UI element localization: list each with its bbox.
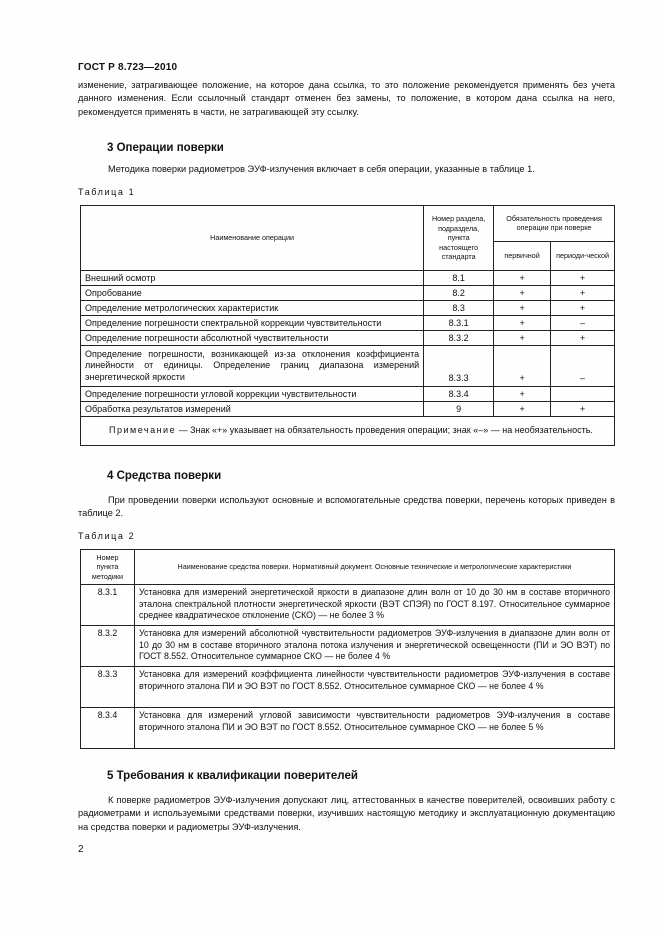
periodic-mark: + [551, 286, 615, 301]
operation-name: Определение погрешности абсолютной чувствительности [81, 331, 424, 346]
verification-means-table [80, 549, 615, 749]
table-note [81, 417, 615, 446]
operation-name: Определение погрешности, возникающей из-за отклонения коэффициента линейности от единицы. Определение границ диапазона измерений энергетической яркости [81, 346, 424, 387]
col-header-operation: Наименование операции [81, 206, 424, 271]
operation-name: Определение метрологических характеристик [81, 301, 424, 316]
method-item-number: 8.3.2 [81, 626, 135, 667]
periodic-mark: + [551, 402, 615, 417]
table-row [81, 387, 615, 402]
means-description: Установка для измерений абсолютной чувствительности радиометров ЭУФ-излучения в диапазоне длин волн от 10 до 30 нм в составе вторичного эталона потока излучения и энергетической освещенности (ПИ и ЭО ВЭТ) по ГОСТ 8.552. Относительное суммарное СКО — не более 4 % [134, 626, 614, 667]
col-header-obligation: Обязательность проведения операции при поверке [494, 206, 615, 242]
periodic-mark: – [551, 346, 615, 387]
operation-name: Внешний осмотр [81, 271, 424, 286]
operation-name: Определение погрешности спектральной коррекции чувствительности [81, 316, 424, 331]
table-row [81, 346, 615, 387]
means-description: Установка для измерений угловой зависимости чувствительности радиометров ЭУФ-излучения в составе вторичного эталона ПИ и ЭО ВЭТ по ГОСТ 8.552. Относительное суммарное СКО — не более 5 % [134, 708, 614, 749]
primary-mark: + [494, 301, 551, 316]
section-4-text: При проведении поверки используют основные и вспомогательные средства поверки, перечень которых приведен в таблице 2. [78, 495, 615, 519]
periodic-mark: + [551, 331, 615, 346]
note-label: Примечание [109, 425, 177, 436]
note-text: — Знак «+» указывает на обязательность проведения операции; знак «–» — на необязательность. [176, 425, 593, 436]
method-item-number: 8.3.4 [81, 708, 135, 749]
table-row [81, 667, 615, 708]
table-header-row [81, 550, 615, 585]
section-number: 8.3 [424, 301, 494, 316]
operation-name: Опробование [81, 286, 424, 301]
section-number: 9 [424, 402, 494, 417]
section-number: 8.3.1 [424, 316, 494, 331]
operation-name: Определение погрешности угловой коррекции чувствительности [81, 387, 424, 402]
periodic-mark: + [551, 301, 615, 316]
table-row [81, 331, 615, 346]
section-3-title: 3 Операции поверки [107, 142, 224, 154]
table-note-row [81, 417, 615, 446]
table-row [81, 708, 615, 749]
table-2-label: Таблица 2 [78, 531, 136, 541]
primary-mark: + [494, 387, 551, 402]
table-1-label: Таблица 1 [78, 187, 136, 197]
section-4-title: 4 Средства поверки [107, 470, 222, 482]
table-row [81, 271, 615, 286]
table-row [81, 402, 615, 417]
col-header-primary: первичной [494, 241, 551, 270]
document-header: ГОСТ Р 8.723—2010 [78, 62, 178, 73]
section-number: 8.3.2 [424, 331, 494, 346]
primary-mark: + [494, 286, 551, 301]
table-row [81, 626, 615, 667]
col-header-periodic: периоди-ческой [551, 241, 615, 270]
page-number: 2 [78, 844, 84, 855]
periodic-mark: + [551, 271, 615, 286]
table-row [81, 585, 615, 626]
section-number: 8.2 [424, 286, 494, 301]
intro-paragraph: изменение, затрагивающее положение, на которое дана ссылка, то это положение рекомендуется применять без учета данного изменения. Если ссылочный стандарт отменен без замены, то положение, в котором дана ссылка на него, рекомендуется применять в части, не затрагивающей эту ссылку. [78, 80, 615, 117]
means-description: Установка для измерений коэффициента линейности чувствительности радиометров ЭУФ-излучения в составе вторичного эталона ПИ и ЭО ВЭТ по ГОСТ 8.552. Относительное суммарное СКО — не более 4 % [134, 667, 614, 708]
method-item-number: 8.3.3 [81, 667, 135, 708]
table-row [81, 316, 615, 331]
section-number: 8.1 [424, 271, 494, 286]
col-header-section: Номер раздела, подраздела, пункта настоящего стандарта [424, 206, 494, 271]
section-number: 8.3.4 [424, 387, 494, 402]
primary-mark: + [494, 271, 551, 286]
col-header-method-item: Номер пункта методики [81, 550, 135, 585]
primary-mark: + [494, 346, 551, 387]
col-header-means: Наименование средства поверки. Нормативный документ. Основные технические и метрологические характеристики [134, 550, 614, 585]
means-description: Установка для измерений энергетической яркости в диапазоне длин волн от 10 до 30 нм в составе вторичного эталона спектральной плотности энергетической яркости (ВЭТ СПЭЯ) по ГОСТ 8.197. Относительное суммарное среднее квадратическое отклонение (СКО) — не более 3 % [134, 585, 614, 626]
periodic-mark [551, 387, 615, 402]
primary-mark: + [494, 331, 551, 346]
operations-table [80, 205, 615, 446]
periodic-mark: – [551, 316, 615, 331]
primary-mark: + [494, 316, 551, 331]
operation-name: Обработка результатов измерений [81, 402, 424, 417]
section-number: 8.3.3 [424, 346, 494, 387]
method-item-number: 8.3.1 [81, 585, 135, 626]
table-row [81, 301, 615, 316]
primary-mark: + [494, 402, 551, 417]
section-3-text: Методика поверки радиометров ЭУФ-излучения включает в себя операции, указанные в таблице 1. [108, 164, 535, 174]
table-row [81, 286, 615, 301]
section-5-text: К поверке радиометров ЭУФ-излучения допускают лиц, аттестованных в качестве поверителей, освоивших работу с радиометрами и используемыми средствами поверки, изучивших настоящую методику и эксплуатационную документацию на средства поверки и радиометры ЭУФ-излучения. [78, 795, 615, 832]
section-5-title: 5 Требования к квалификации поверителей [107, 770, 358, 782]
table-header-row [81, 206, 615, 242]
